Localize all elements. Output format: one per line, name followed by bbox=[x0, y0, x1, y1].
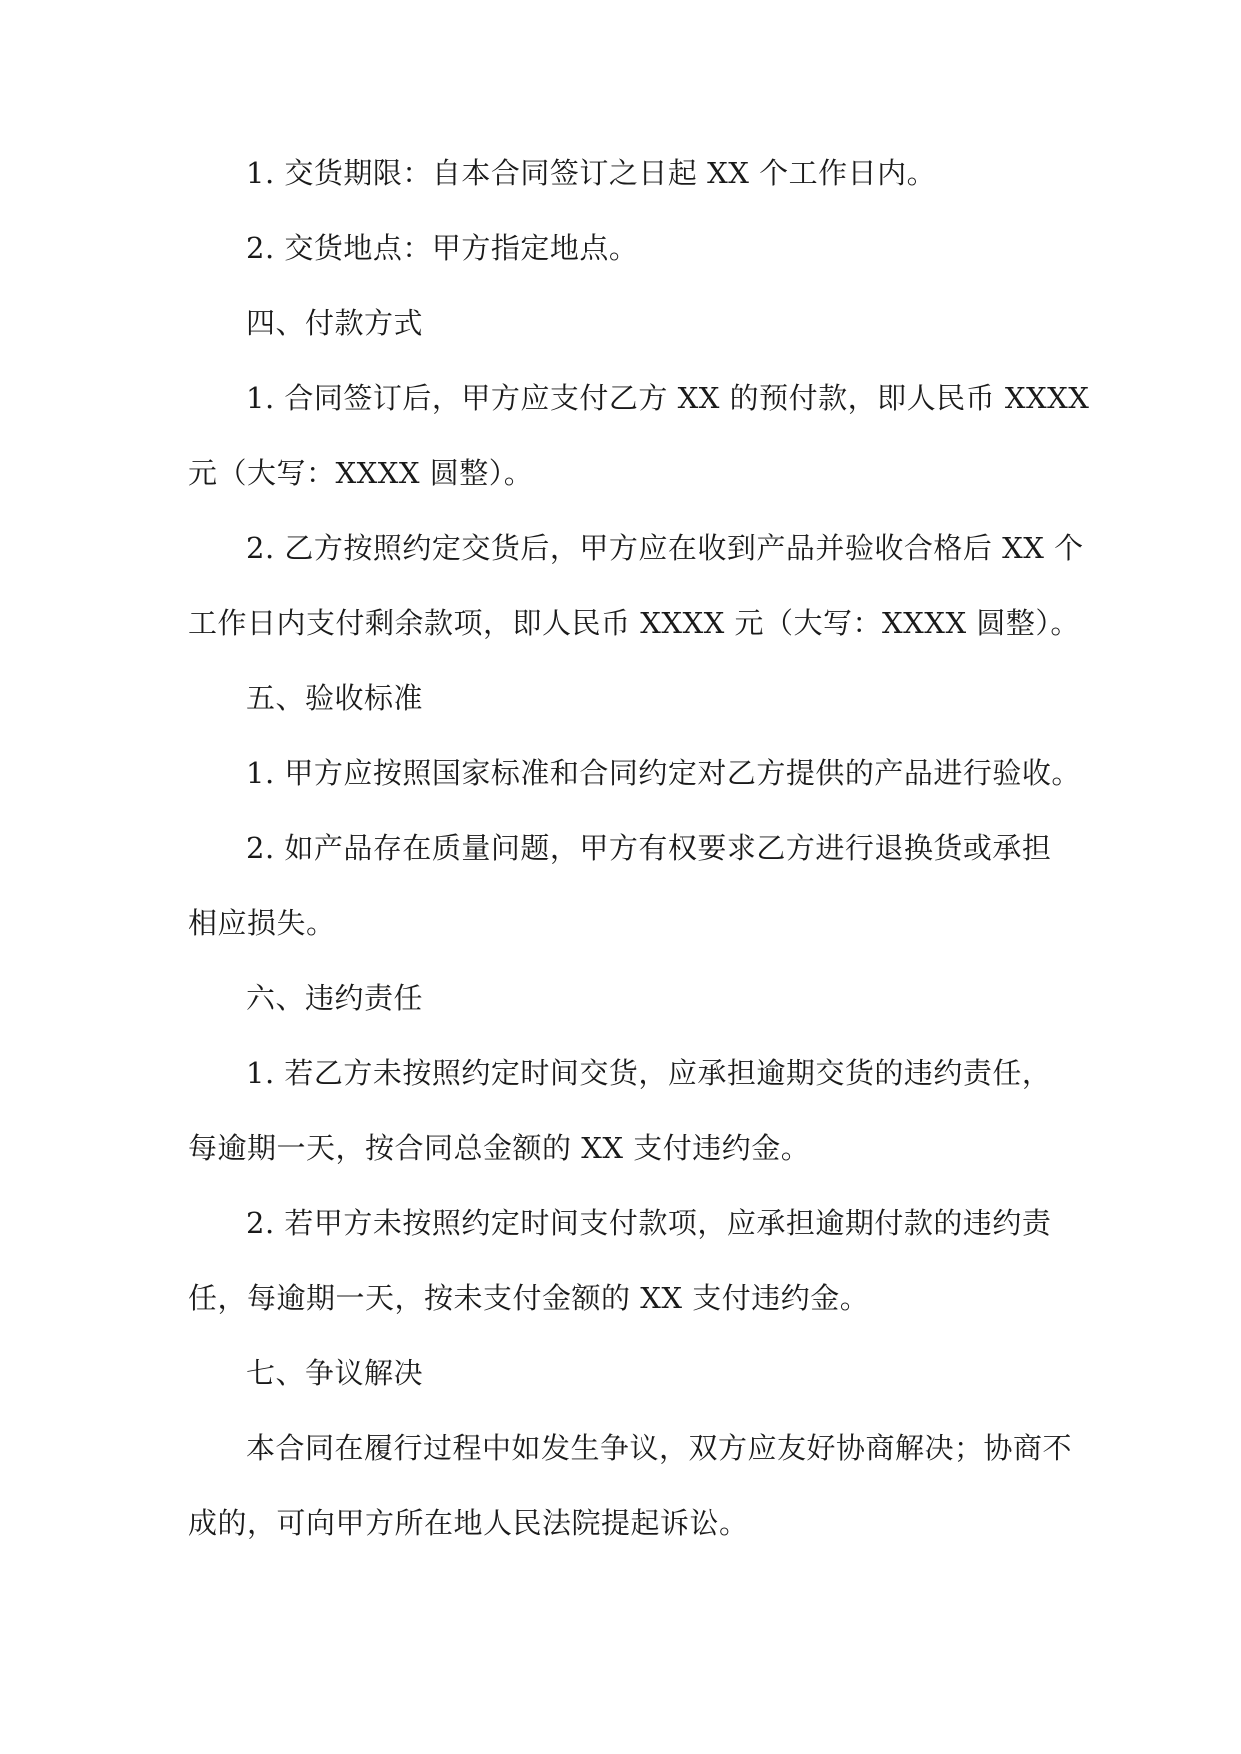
section-heading-acceptance: 五、验收标准 bbox=[246, 681, 424, 715]
clause-quality-issue-cont: 相应损失。 bbox=[188, 906, 336, 940]
section-heading-liability: 六、违约责任 bbox=[246, 981, 424, 1015]
clause-delivery-term: 1. 交货期限：自本合同签订之日起 XX 个工作日内。 bbox=[246, 156, 937, 190]
clause-acceptance-standard: 1. 甲方应按照国家标准和合同约定对乙方提供的产品进行验收。 bbox=[246, 756, 1081, 790]
clause-payment-balance-cont: 工作日内支付剩余款项，即人民币 XXXX 元（大写：XXXX 圆整）。 bbox=[188, 606, 1080, 640]
clause-late-delivery-cont: 每逾期一天，按合同总金额的 XX 支付违约金。 bbox=[188, 1131, 811, 1165]
clause-late-delivery: 1. 若乙方未按照约定时间交货，应承担逾期交货的违约责任， bbox=[246, 1056, 1052, 1090]
clause-dispute-resolution: 本合同在履行过程中如发生争议，双方应友好协商解决；协商不 bbox=[246, 1431, 1073, 1465]
clause-delivery-place: 2. 交货地点：甲方指定地点。 bbox=[246, 231, 639, 265]
section-heading-dispute: 七、争议解决 bbox=[246, 1356, 424, 1390]
clause-payment-advance-cont: 元（大写：XXXX 圆整）。 bbox=[188, 456, 534, 490]
clause-late-payment: 2. 若甲方未按照约定时间支付款项，应承担逾期付款的违约责 bbox=[246, 1206, 1052, 1240]
clause-payment-balance: 2. 乙方按照约定交货后，甲方应在收到产品并验收合格后 XX 个 bbox=[246, 531, 1084, 565]
clause-payment-advance: 1. 合同签订后，甲方应支付乙方 XX 的预付款，即人民币 XXXX bbox=[246, 381, 1090, 415]
clause-dispute-resolution-cont: 成的，可向甲方所在地人民法院提起诉讼。 bbox=[188, 1506, 749, 1540]
clause-quality-issue: 2. 如产品存在质量问题，甲方有权要求乙方进行退换货或承担 bbox=[246, 831, 1052, 865]
section-heading-payment: 四、付款方式 bbox=[246, 306, 424, 340]
clause-late-payment-cont: 任，每逾期一天，按未支付金额的 XX 支付违约金。 bbox=[188, 1281, 870, 1315]
